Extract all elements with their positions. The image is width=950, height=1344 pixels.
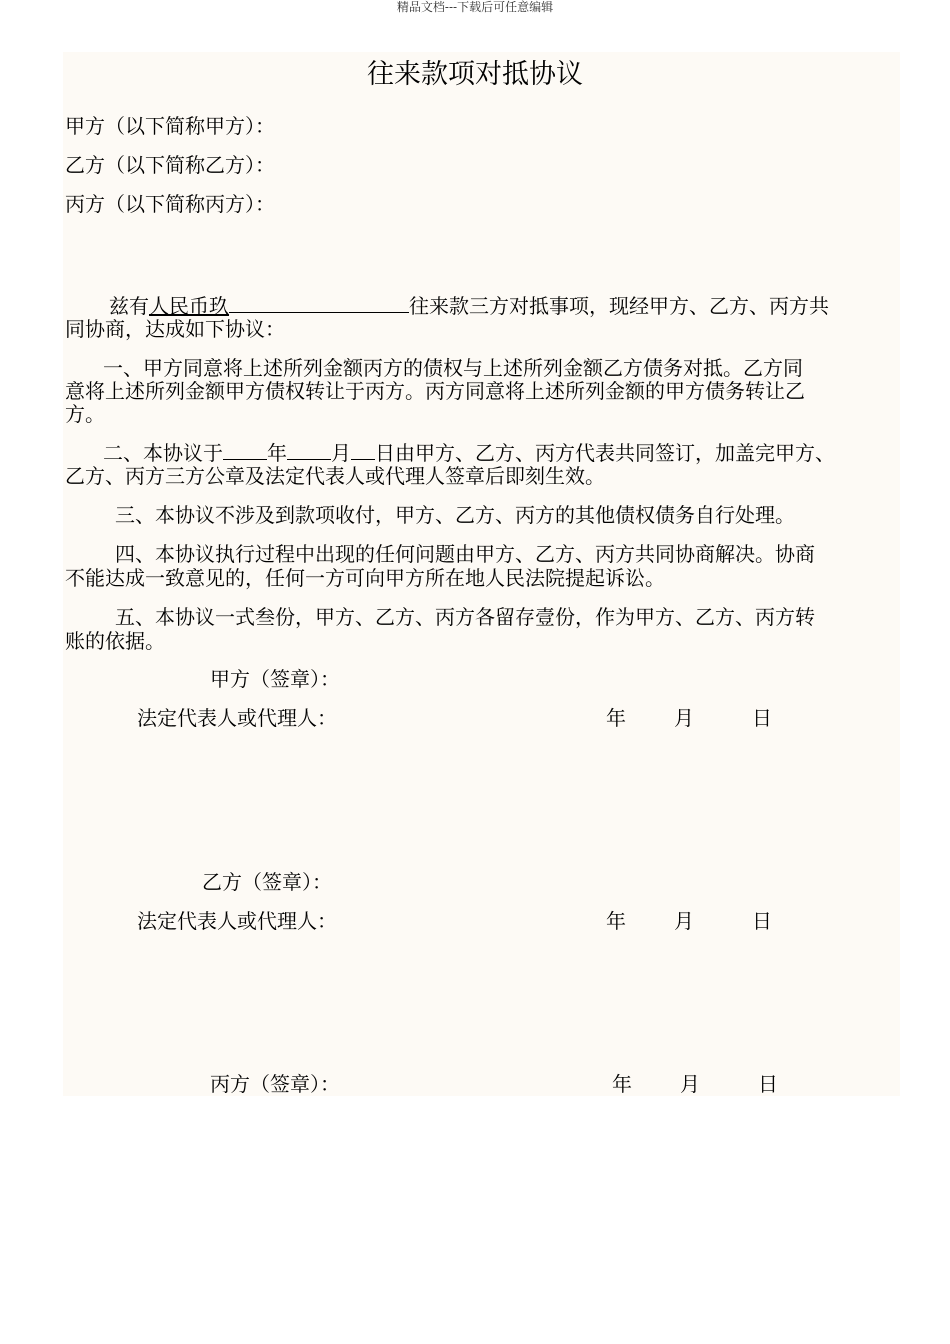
clause-5-line-2: 账的依据。 [65, 629, 165, 653]
intro-suffix: 往来款三方对抵事项，现经甲方、乙方、丙方共 [409, 294, 829, 318]
party-b-line: 乙方（以下简称乙方）： [65, 153, 275, 177]
clause-3: 三、本协议不涉及到款项收付，甲方、乙方、丙方的其他债权债务自行处理。 [115, 503, 795, 527]
year-blank [223, 441, 267, 460]
clause-5-line-1: 五、本协议一式叁份，甲方、乙方、丙方各留存壹份，作为甲方、乙方、丙方转 [115, 605, 815, 629]
amount-blank [229, 294, 409, 313]
party-b-rep-label: 法定代表人或代理人： [137, 909, 337, 933]
clause-4-line-1: 四、本协议执行过程中出现的任何问题由甲方、乙方、丙方共同协商解决。协商 [115, 542, 815, 566]
party-a-seal-label: 甲方（签章）： [210, 667, 340, 691]
party-b-date-day: 日 [752, 909, 772, 933]
party-b-date-year: 年 [606, 909, 626, 933]
day-blank [351, 441, 375, 460]
intro-line-1 [109, 294, 829, 318]
clause-4-line-2: 不能达成一致意见的，任何一方可向甲方所在地人民法院提起诉讼。 [65, 566, 665, 590]
party-a-rep-label: 法定代表人或代理人： [137, 706, 337, 730]
clause-2-month: 月 [331, 441, 351, 465]
party-c-line: 丙方（以下简称丙方）： [65, 192, 275, 216]
party-c-date-year: 年 [612, 1072, 632, 1096]
clause-2-line-1 [103, 441, 835, 465]
party-b-date-month: 月 [674, 909, 694, 933]
clause-2-year: 年 [267, 441, 287, 465]
clause-1-line-2: 意将上述所列金额甲方债权转让于丙方。丙方同意将上述所列金额的甲方债务转让乙 [65, 379, 805, 403]
clause-1-line-3: 方。 [65, 402, 105, 426]
party-a-date-year: 年 [606, 706, 626, 730]
intro-line-2: 同协商，达成如下协议： [65, 317, 285, 341]
clause-1-line-1: 一、甲方同意将上述所列金额丙方的债权与上述所列金额乙方债务对抵。乙方同 [103, 356, 803, 380]
page-header-watermark: 精品文档---下载后可任意编辑 [396, 0, 554, 14]
party-c-date-month: 月 [680, 1072, 700, 1096]
party-b-seal-label: 乙方（签章）： [202, 870, 332, 894]
party-c-date-day: 日 [758, 1072, 778, 1096]
clause-2-prefix: 二、本协议于 [103, 441, 223, 465]
document-title: 往来款项对抵协议 [367, 59, 583, 90]
party-a-date-day: 日 [752, 706, 772, 730]
party-c-seal-label: 丙方（签章）： [210, 1072, 340, 1096]
clause-2-line-2: 乙方、丙方三方公章及法定代表人或代理人签章后即刻生效。 [65, 464, 605, 488]
intro-prefix: 兹有 [109, 294, 149, 318]
intro-currency: 人民币玖 [149, 294, 229, 318]
party-a-date-month: 月 [674, 706, 694, 730]
party-a-line: 甲方（以下简称甲方）： [65, 114, 275, 138]
clause-2-suffix: 日由甲方、乙方、丙方代表共同签订，加盖完甲方、 [375, 441, 835, 465]
month-blank [287, 441, 331, 460]
